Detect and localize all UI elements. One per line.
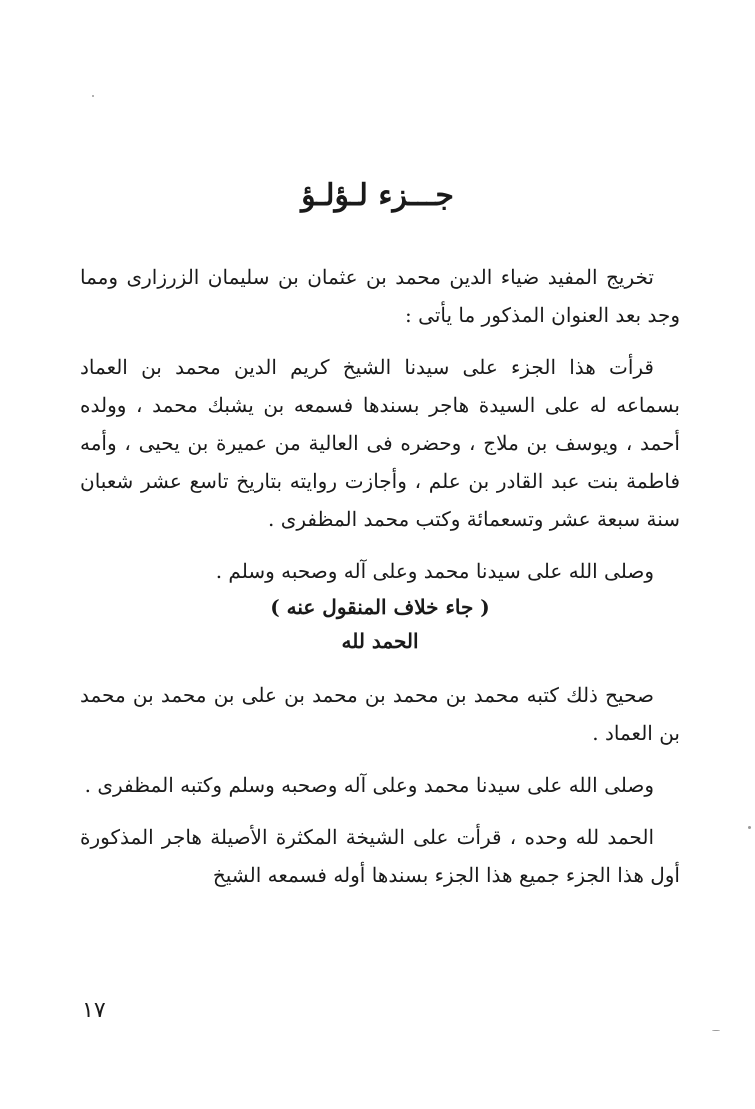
scan-speck [92, 95, 94, 97]
note-heading: ( جاء خلاف المنقول عنه ) [270, 595, 490, 619]
scan-speck [712, 1030, 720, 1031]
page-title: جـــزء لـؤلـؤ [301, 178, 454, 213]
hamd-heading: الحمد لله [341, 629, 419, 653]
paragraph-hajar: الحمد لله وحده ، قرأت على الشيخة المكثرة الأصيلة هاجر المذكورة أول هذا الجزء جميع هذا الجزء بسندها أوله فسمعه الشيخ [80, 825, 680, 887]
page-number: ١٧ [82, 998, 106, 1023]
paragraph-intro: تخريج المفيد ضياء الدين محمد بن عثمان بن سليمان الزرزارى ومما وجد بعد العنوان المذكور ما يأتى : [80, 265, 680, 327]
paragraph-blessing-2: وصلى الله على سيدنا محمد وعلى آله وصحبه وسلم وكتبه المظفرى . [84, 773, 654, 797]
paragraph-reading: قرأت هذا الجزء على سيدنا الشيخ كريم الدين محمد بن العماد بسماعه له على السيدة هاجر بسندها فسمعه بن يشبك محمد ، وولده أحمد ، ويوسف بن ملاج ، وحضره فى العالية من عميرة بن يحيى ، وأمه فاطمة بنت عبد القادر بن علم ، وأجازت روايته بتاريخ تاسع عشر شعبان سنة سبعة عشر وتسعمائة وكتب محمد المظفرى . [80, 355, 680, 531]
scan-speck [748, 826, 751, 829]
paragraph-attestation: صحيح ذلك كتبه محمد بن محمد بن محمد بن على بن محمد بن محمد بن العماد . [80, 683, 680, 745]
body-text [80, 258, 680, 908]
paragraph-blessing: وصلى الله على سيدنا محمد وعلى آله وصحبه وسلم . [215, 559, 654, 583]
